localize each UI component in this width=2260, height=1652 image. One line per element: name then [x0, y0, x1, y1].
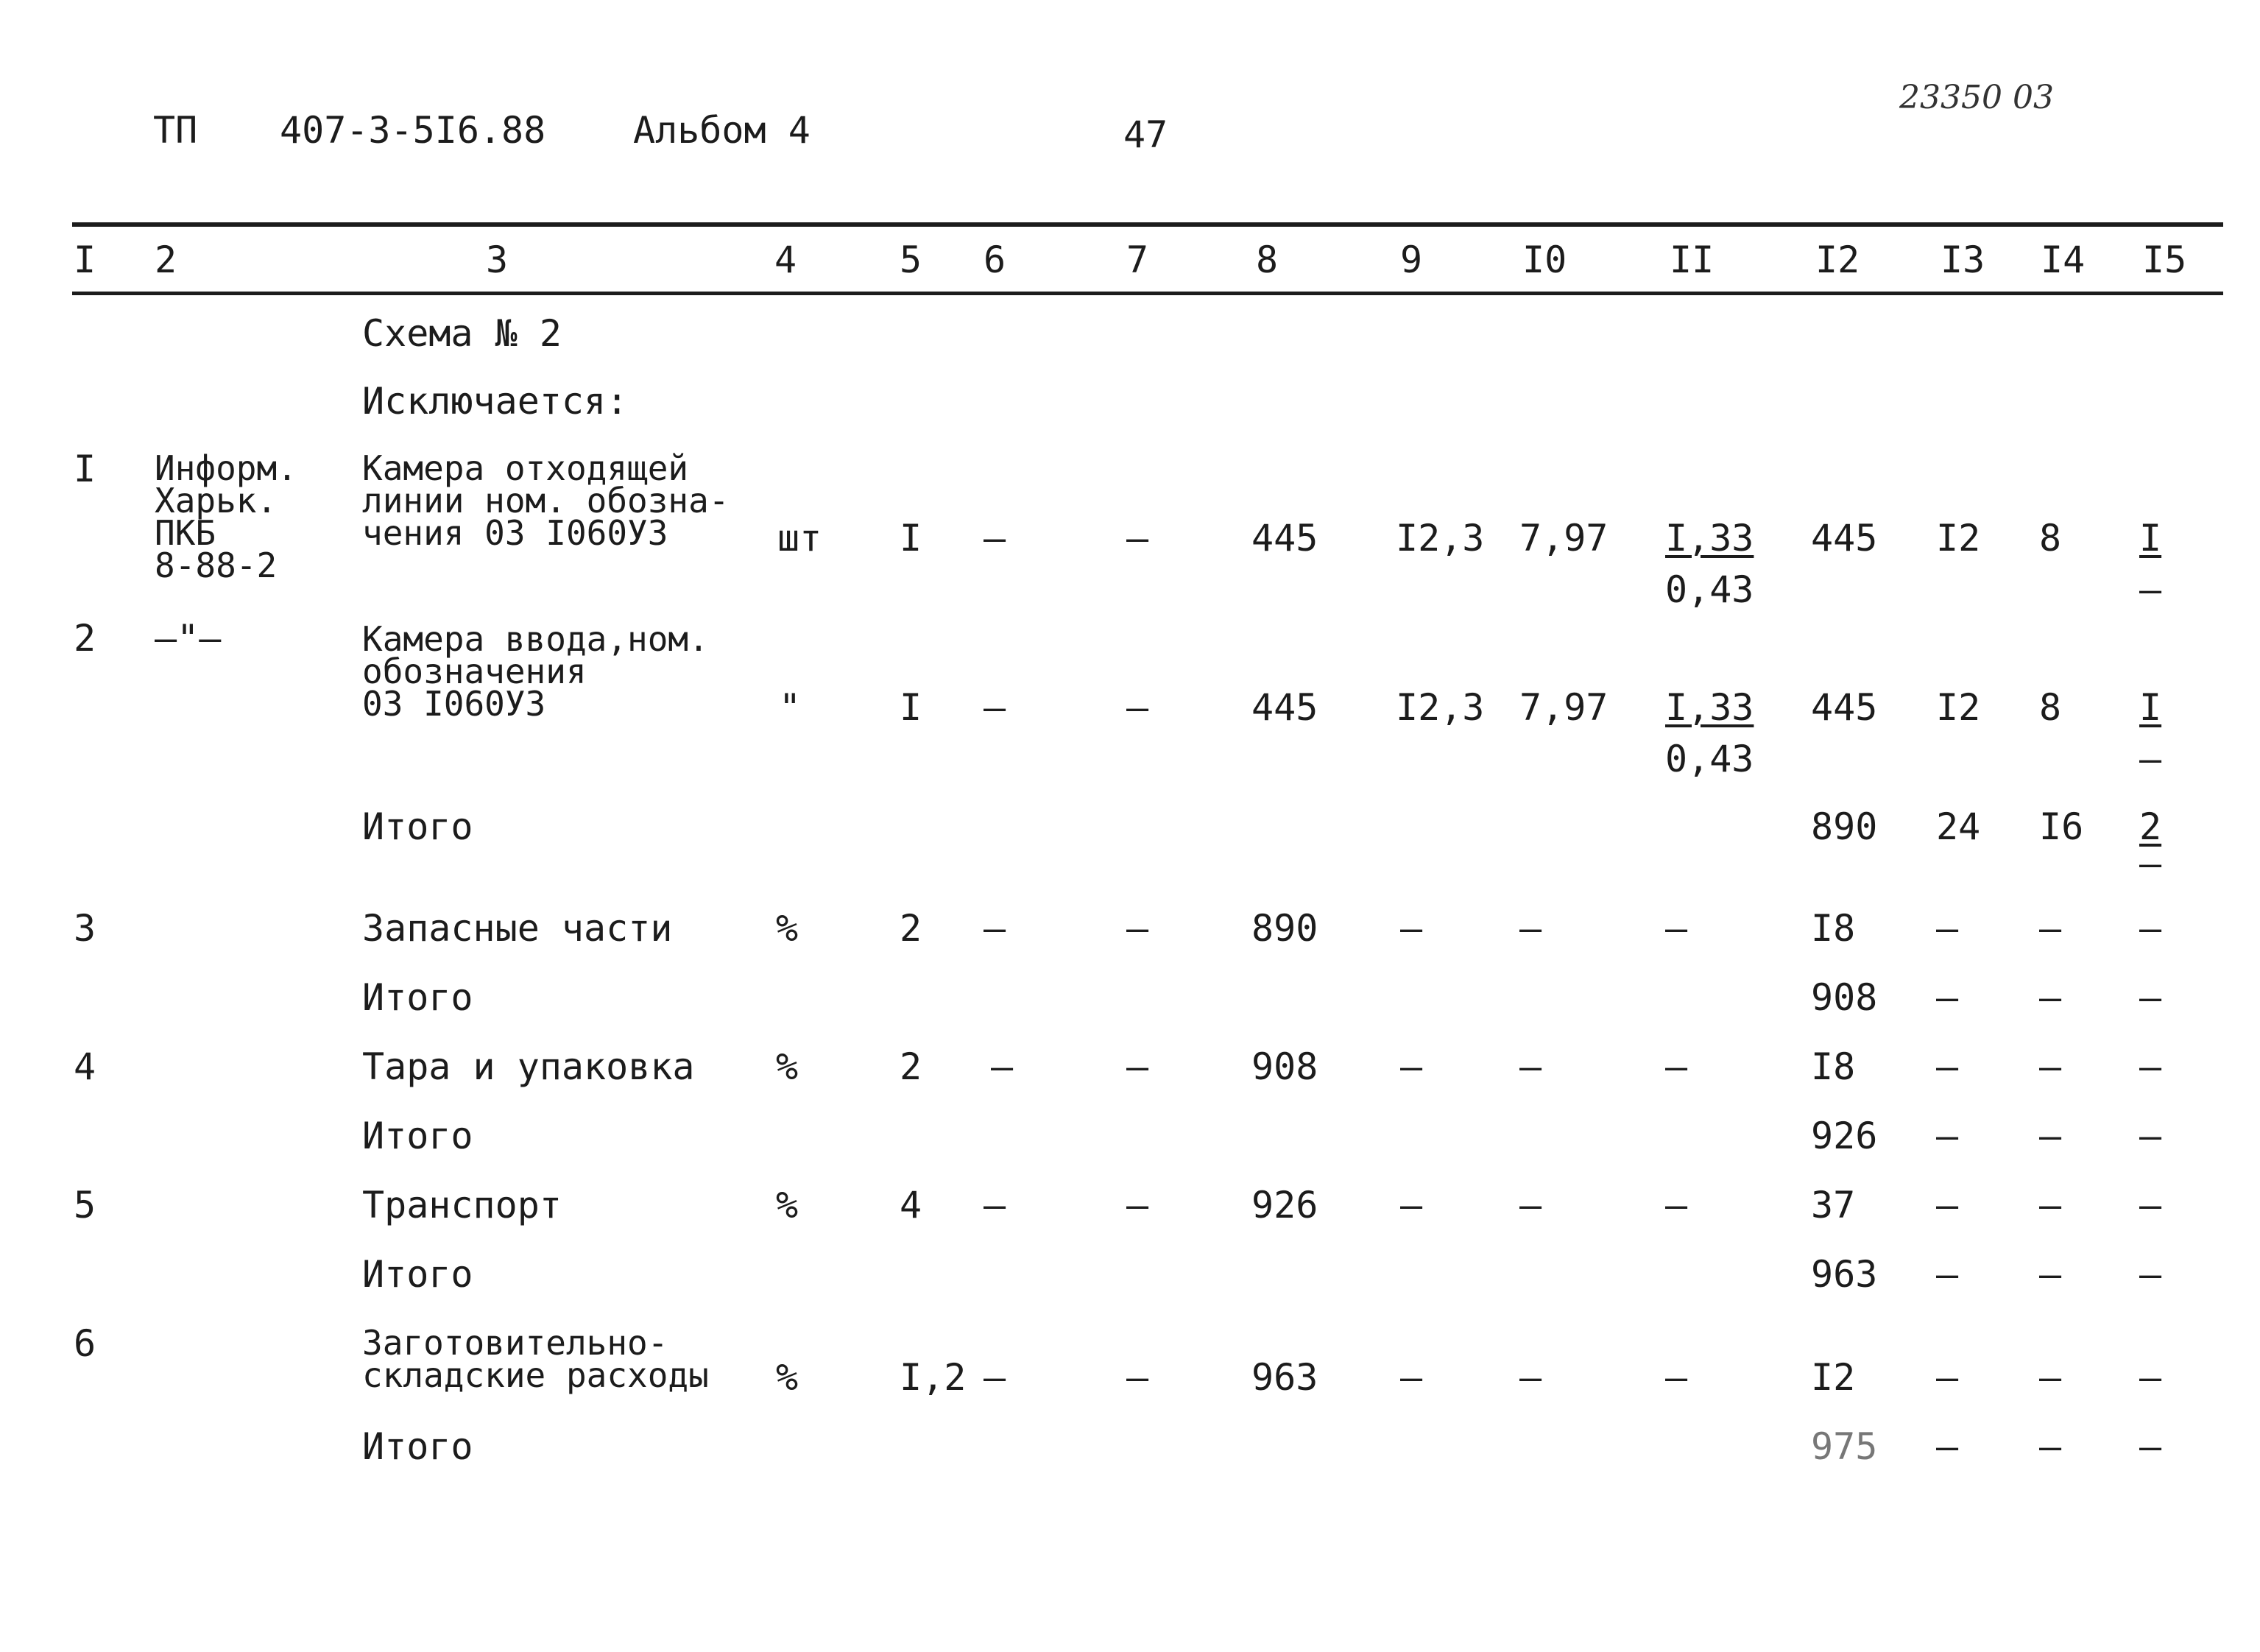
- cell-c12: 975: [1811, 1425, 1878, 1468]
- source-reference: Информ. Харьк. ПКБ 8-88-2: [155, 448, 297, 585]
- cell-c14: –: [2039, 1045, 2062, 1088]
- unit: %: [776, 1184, 799, 1226]
- cell-c6: –: [984, 517, 1006, 560]
- cell-c6: –: [984, 1356, 1006, 1399]
- cell-c10: –: [1519, 1184, 1542, 1226]
- cell-c15: –: [2139, 1356, 2162, 1399]
- item-name: Запасные части: [362, 907, 673, 950]
- cell-c13: –: [1936, 907, 1959, 950]
- cell-c15-bottom: –: [2139, 738, 2162, 780]
- table-header-rule: [72, 292, 2223, 295]
- cell-c15-bottom: –: [2139, 568, 2162, 611]
- cell-c11-top: I,33: [1665, 686, 1754, 729]
- unit: ": [779, 686, 802, 729]
- cell-c15: –: [2139, 1045, 2162, 1088]
- cell-c11-bottom: 0,43: [1665, 568, 1754, 611]
- cell-c15: –: [2139, 1253, 2162, 1296]
- cell-c12: 890: [1811, 805, 1878, 848]
- col-header-9: 9: [1400, 239, 1423, 281]
- cell-c7: –: [1126, 907, 1149, 950]
- item-name: Транспорт: [362, 1184, 562, 1226]
- cell-c6: –: [991, 1045, 1014, 1088]
- col-header-10: I0: [1522, 239, 1567, 281]
- cell-c13: I2: [1936, 686, 1981, 729]
- cell-c14: –: [2039, 1253, 2062, 1296]
- page-number: 47: [1123, 113, 1168, 156]
- cell-c8: 445: [1251, 686, 1318, 729]
- subtotal-label: Итого: [362, 1115, 473, 1157]
- cell-c8: 926: [1251, 1184, 1318, 1226]
- cell-c8: 890: [1251, 907, 1318, 950]
- cell-c12: 908: [1811, 976, 1878, 1019]
- row-number: I: [74, 448, 96, 490]
- cell-c14: –: [2039, 1184, 2062, 1226]
- cell-c6: –: [984, 907, 1006, 950]
- cell-c9: –: [1400, 907, 1423, 950]
- section-heading: Схема № 2: [362, 312, 562, 355]
- cell-c14: –: [2039, 907, 2062, 950]
- col-header-1: I: [74, 239, 96, 281]
- cell-c14: –: [2039, 976, 2062, 1019]
- cell-c6: –: [984, 1184, 1006, 1226]
- cell-c12: I2: [1811, 1356, 1856, 1399]
- cell-c13: I2: [1936, 517, 1981, 560]
- cell-c10: 7,97: [1519, 517, 1609, 560]
- header-code: ТП: [153, 109, 198, 152]
- excluded-heading: Исключается:: [362, 380, 629, 423]
- cell-c14: 8: [2039, 517, 2062, 560]
- col-header-8: 8: [1256, 239, 1279, 281]
- cell-c10: –: [1519, 907, 1542, 950]
- col-header-6: 6: [984, 239, 1006, 281]
- cell-c15: –: [2139, 1115, 2162, 1157]
- cell-c11-bottom: 0,43: [1665, 738, 1754, 780]
- cell-c9: –: [1400, 1184, 1423, 1226]
- cell-c14: –: [2039, 1425, 2062, 1468]
- row-number: 4: [74, 1045, 96, 1088]
- col-header-3: 3: [486, 239, 509, 281]
- col-header-13: I3: [1941, 239, 1985, 281]
- subtotal-label: Итого: [362, 976, 473, 1019]
- cell-c9: –: [1400, 1356, 1423, 1399]
- album-label: Альбом 4: [633, 109, 811, 152]
- cell-c9: –: [1400, 1045, 1423, 1088]
- cell-c8: 908: [1251, 1045, 1318, 1088]
- subtotal-label: Итого: [362, 805, 473, 848]
- cell-c13: –: [1936, 1253, 1959, 1296]
- cell-c15-top: I: [2139, 517, 2162, 560]
- quantity: 2: [900, 1045, 922, 1088]
- cell-c11: –: [1665, 907, 1688, 950]
- quantity: 2: [900, 907, 922, 950]
- cell-c15-top: 2: [2139, 805, 2162, 848]
- handwritten-stamp: 23350 03: [1899, 79, 2054, 116]
- cell-c12: 963: [1811, 1253, 1878, 1296]
- cell-c8: 963: [1251, 1356, 1318, 1399]
- col-header-15: I5: [2142, 239, 2187, 281]
- col-header-7: 7: [1126, 239, 1149, 281]
- quantity: I: [900, 517, 922, 560]
- cell-c13: 24: [1936, 805, 1981, 848]
- row-number: 5: [74, 1184, 96, 1226]
- row-number: 3: [74, 907, 96, 950]
- table-top-rule: [72, 222, 2223, 227]
- source-reference: –"–: [155, 617, 222, 660]
- unit: шт: [777, 517, 822, 560]
- unit: %: [776, 1045, 799, 1088]
- col-header-14: I4: [2041, 239, 2086, 281]
- item-name: Заготовительно- складские расходы: [362, 1323, 709, 1395]
- cell-c13: –: [1936, 1045, 1959, 1088]
- cell-c12: 926: [1811, 1115, 1878, 1157]
- col-header-11: II: [1670, 239, 1715, 281]
- cell-c7: –: [1126, 1184, 1149, 1226]
- cell-c15-top: I: [2139, 686, 2162, 729]
- col-header-2: 2: [155, 239, 177, 281]
- col-header-4: 4: [774, 239, 797, 281]
- cell-c11-top: I,33: [1665, 517, 1754, 560]
- item-name: Камера отходящей линии ном. обозна- чения 03 I060У3: [362, 448, 730, 553]
- cell-c13: –: [1936, 976, 1959, 1019]
- cell-c11: –: [1665, 1045, 1688, 1088]
- cell-c12: 445: [1811, 686, 1878, 729]
- cell-c15: –: [2139, 907, 2162, 950]
- cell-c14: 8: [2039, 686, 2062, 729]
- quantity: 4: [900, 1184, 922, 1226]
- subtotal-label: Итого: [362, 1425, 473, 1468]
- cell-c12: I8: [1811, 907, 1856, 950]
- unit: %: [776, 1356, 799, 1399]
- item-name: Камера ввода,ном. обозначения 03 I060У3: [362, 619, 709, 724]
- item-name: Тара и упаковка: [362, 1045, 695, 1088]
- cell-c10: –: [1519, 1045, 1542, 1088]
- cell-c15-bottom: –: [2139, 842, 2162, 885]
- subtotal-label: Итого: [362, 1253, 473, 1296]
- cell-c13: –: [1936, 1184, 1959, 1226]
- quantity: I: [900, 686, 922, 729]
- cell-c8: 445: [1251, 517, 1318, 560]
- cell-c14: –: [2039, 1115, 2062, 1157]
- cell-c13: –: [1936, 1425, 1959, 1468]
- cell-c15: –: [2139, 976, 2162, 1019]
- project-number: 407-3-5I6.88: [280, 109, 546, 152]
- cell-c13: –: [1936, 1115, 1959, 1157]
- cell-c10: 7,97: [1519, 686, 1609, 729]
- cell-c9: I2,3: [1396, 686, 1485, 729]
- row-number: 6: [74, 1322, 96, 1365]
- cell-c7: –: [1126, 686, 1149, 729]
- cell-c14: –: [2039, 1356, 2062, 1399]
- cell-c15: –: [2139, 1184, 2162, 1226]
- row-number: 2: [74, 617, 96, 660]
- cell-c7: –: [1126, 517, 1149, 560]
- cell-c15: –: [2139, 1425, 2162, 1468]
- cell-c14: I6: [2039, 805, 2084, 848]
- cell-c9: I2,3: [1396, 517, 1485, 560]
- quantity: I,2: [900, 1356, 967, 1399]
- cell-c11: –: [1665, 1184, 1688, 1226]
- cell-c13: –: [1936, 1356, 1959, 1399]
- col-header-12: I2: [1815, 239, 1860, 281]
- cell-c12: 445: [1811, 517, 1878, 560]
- cell-c6: –: [984, 686, 1006, 729]
- cell-c11: –: [1665, 1356, 1688, 1399]
- cell-c10: –: [1519, 1356, 1542, 1399]
- cell-c7: –: [1126, 1045, 1149, 1088]
- cell-c12: I8: [1811, 1045, 1856, 1088]
- cell-c7: –: [1126, 1356, 1149, 1399]
- cell-c12: 37: [1811, 1184, 1856, 1226]
- col-header-5: 5: [900, 239, 922, 281]
- unit: %: [776, 907, 799, 950]
